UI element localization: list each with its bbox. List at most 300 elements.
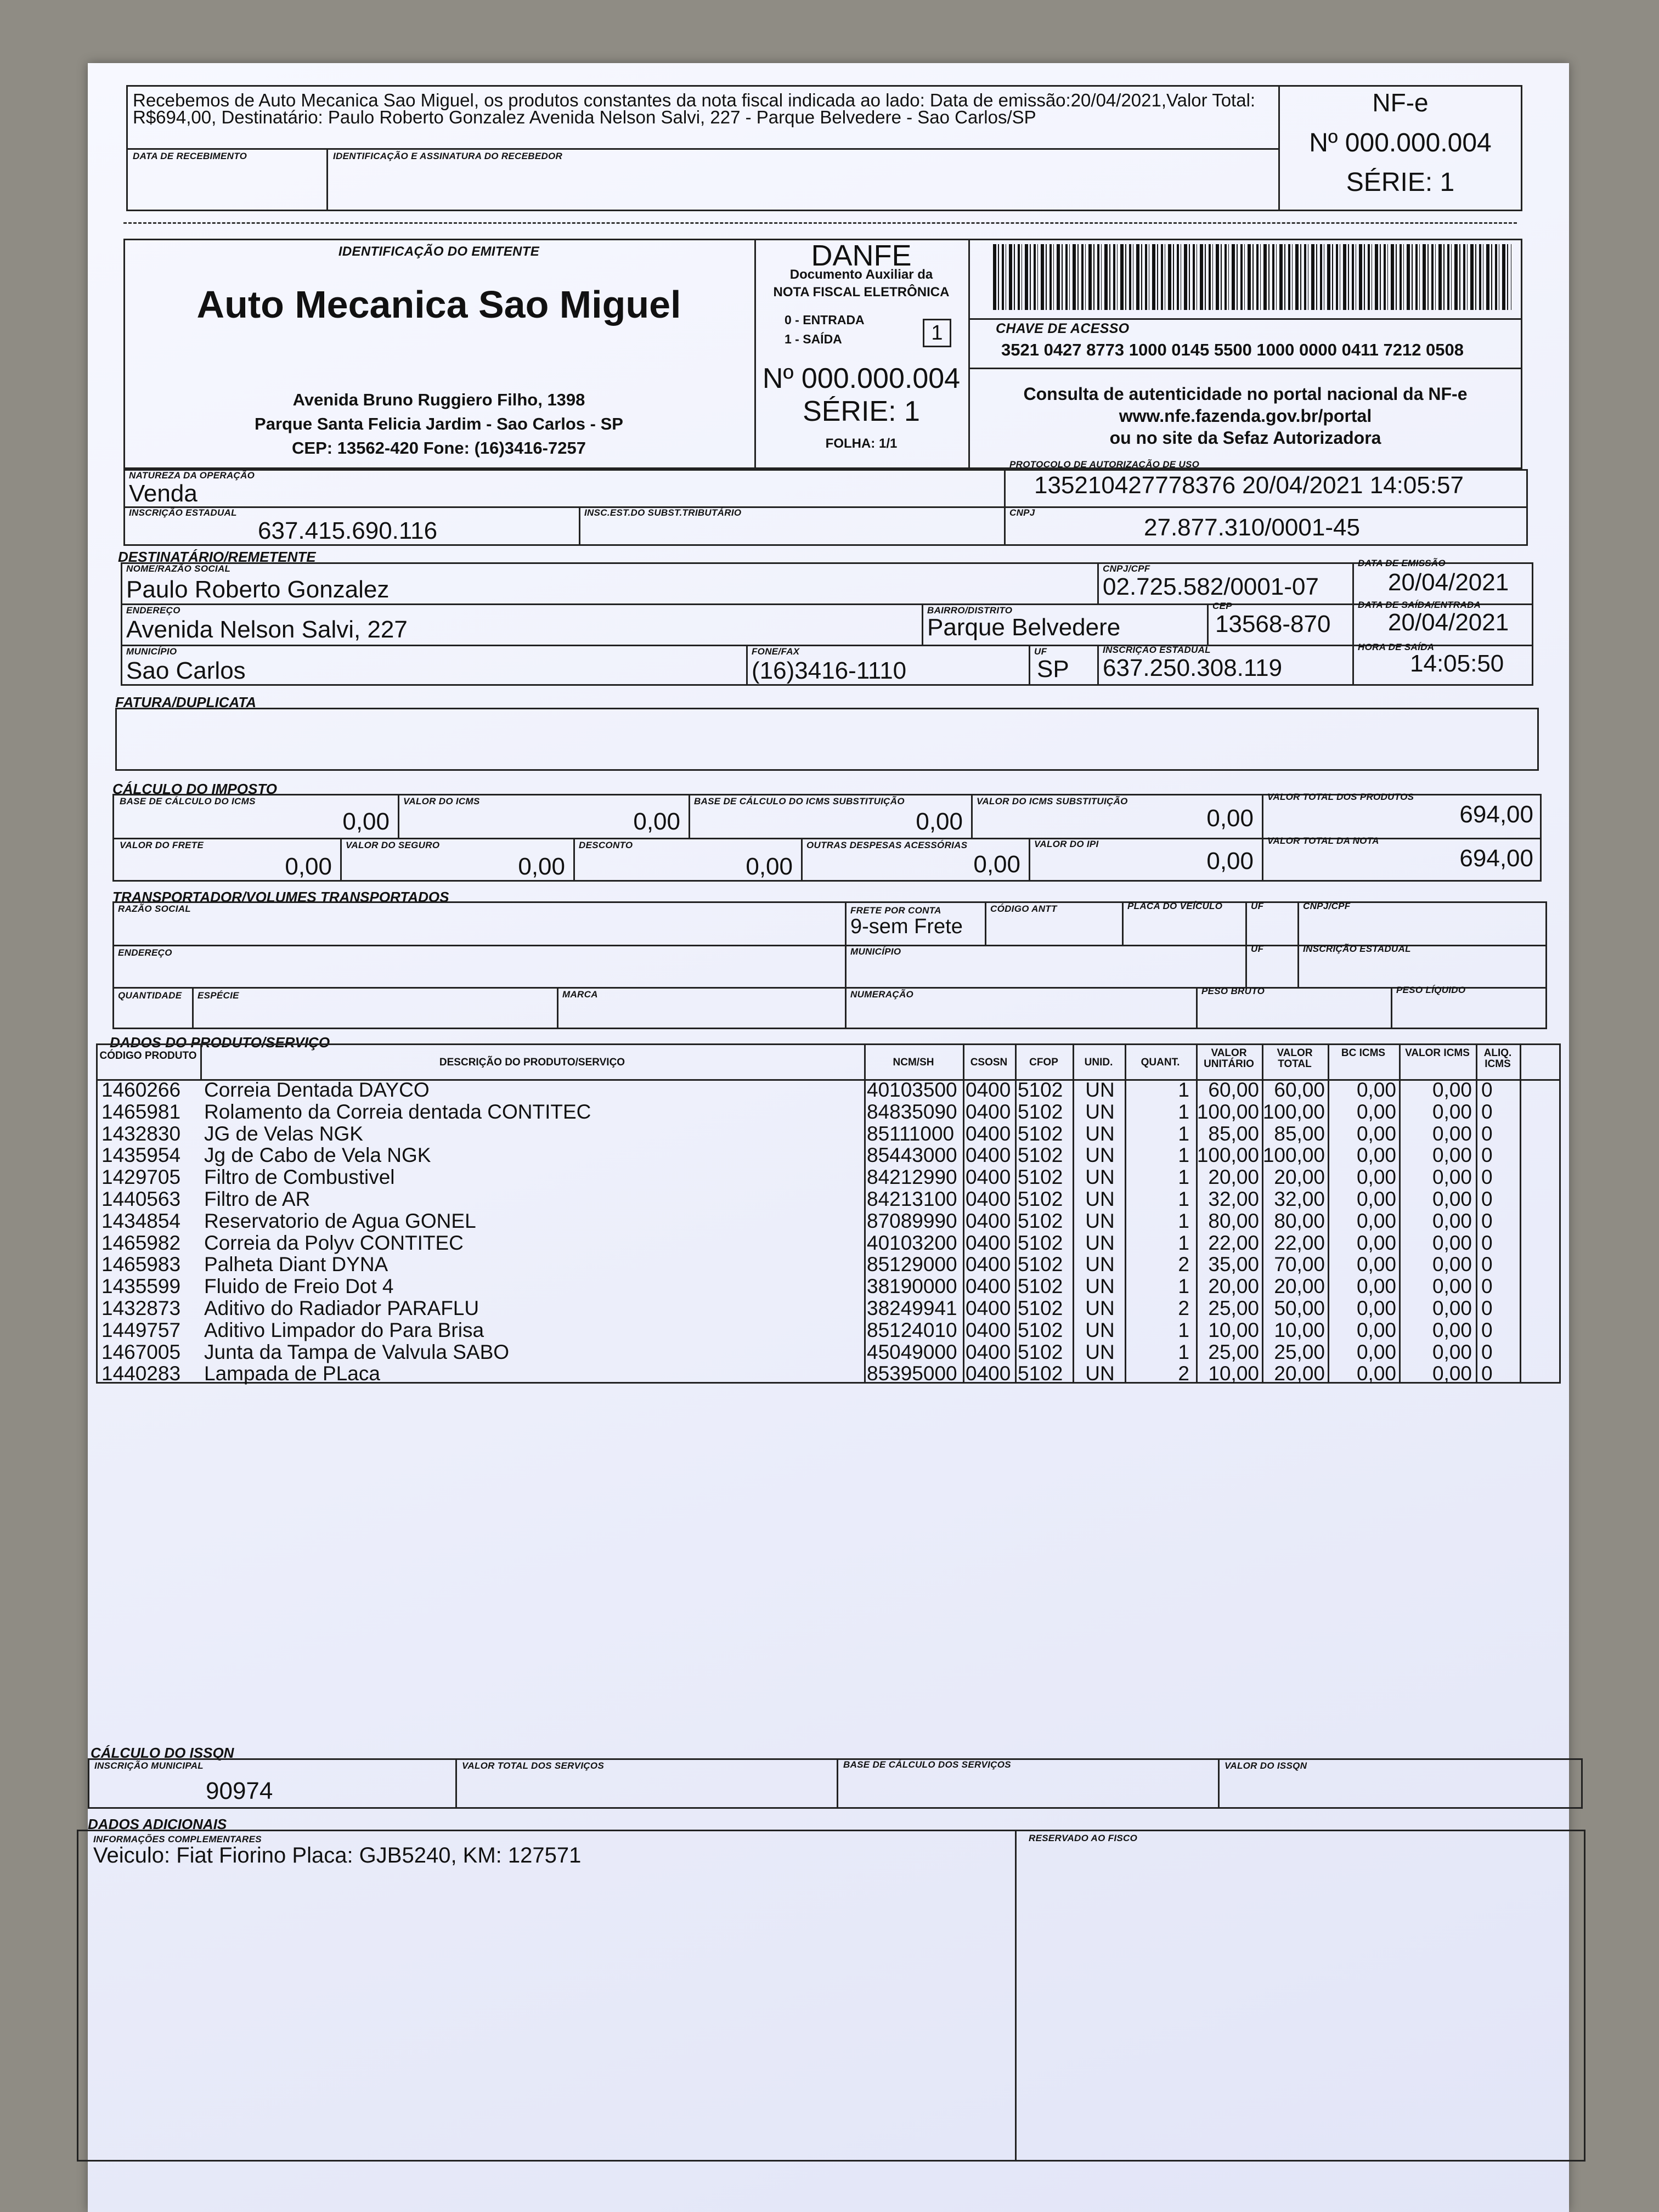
cell-vtotal: 85,00 bbox=[1274, 1122, 1325, 1145]
cell-vtotal: 70,00 bbox=[1274, 1253, 1325, 1276]
th-bcicms: BC ICMS bbox=[1341, 1047, 1386, 1059]
cell-unid: UN bbox=[1085, 1100, 1115, 1123]
cell-ncm: 84213100 bbox=[867, 1188, 957, 1210]
cell-aliq: 0 bbox=[1481, 1275, 1493, 1298]
cell-csosn: 0400 bbox=[966, 1253, 1011, 1276]
cell-descricao: Correia da Polyv CONTITEC bbox=[204, 1231, 464, 1254]
dest-uf: SP bbox=[1037, 656, 1069, 682]
cell-ncm: 87089990 bbox=[867, 1209, 957, 1232]
cell-cfop: 5102 bbox=[1018, 1253, 1063, 1276]
cell-vicms: 0,00 bbox=[1432, 1318, 1472, 1341]
cell-quant: 1 bbox=[1178, 1275, 1189, 1298]
cell-descricao: Junta da Tampa de Valvula SABO bbox=[204, 1340, 510, 1363]
cell-quant: 1 bbox=[1178, 1144, 1189, 1167]
cell-unid: UN bbox=[1085, 1297, 1115, 1319]
cell-unid: UN bbox=[1085, 1188, 1115, 1210]
cell-csosn: 0400 bbox=[966, 1340, 1011, 1363]
table-row bbox=[88, 1210, 1569, 1232]
chave-label: CHAVE DE ACESSO bbox=[996, 321, 1130, 336]
cell-vunit: 100,00 bbox=[1197, 1144, 1259, 1167]
cell-cfop: 5102 bbox=[1018, 1231, 1063, 1254]
desconto-label: DESCONTO bbox=[579, 840, 633, 850]
info-label: INFORMAÇÕES COMPLEMENTARES bbox=[93, 1834, 262, 1844]
cell-vicms: 0,00 bbox=[1432, 1253, 1472, 1276]
cell-aliq: 0 bbox=[1481, 1144, 1493, 1167]
issqn-valor-label: VALOR DO ISSQN bbox=[1224, 1760, 1307, 1771]
emitente-address-1: Avenida Bruno Ruggiero Filho, 1398 bbox=[292, 390, 585, 409]
cell-unid: UN bbox=[1085, 1253, 1115, 1276]
cell-vtotal: 10,00 bbox=[1274, 1318, 1325, 1341]
th-csosn: CSOSN bbox=[970, 1057, 1008, 1068]
dest-endereco-label: ENDEREÇO bbox=[126, 605, 180, 616]
transp-ie-label: INSCRIÇÃO ESTADUAL bbox=[1303, 944, 1411, 954]
cell-vicms: 0,00 bbox=[1432, 1122, 1472, 1145]
cell-quant: 2 bbox=[1178, 1253, 1189, 1276]
dest-cnpj-label: CNPJ/CPF bbox=[1103, 563, 1150, 574]
cell-bcicms: 0,00 bbox=[1356, 1122, 1396, 1145]
cell-cfop: 5102 bbox=[1018, 1297, 1063, 1319]
cell-ncm: 38190000 bbox=[867, 1275, 957, 1298]
cell-aliq: 0 bbox=[1481, 1079, 1493, 1101]
transp-cnpj-label: CNPJ/CPF bbox=[1303, 901, 1351, 911]
consulta-3: ou no site da Sefaz Autorizadora bbox=[1109, 428, 1381, 448]
fatura-block bbox=[115, 708, 1539, 771]
info-value: Veiculo: Fiat Fiorino Placa: GJB5240, KM: 127571 bbox=[93, 1843, 582, 1867]
transp-uf-label: UF bbox=[1251, 901, 1264, 911]
transp-numeracao-label: NUMERAÇÃO bbox=[850, 989, 914, 1000]
total-prod-label: VALOR TOTAL DOS PRODUTOS bbox=[1267, 792, 1414, 802]
cell-aliq: 0 bbox=[1481, 1253, 1493, 1276]
cell-bcicms: 0,00 bbox=[1356, 1188, 1396, 1210]
cell-quant: 2 bbox=[1178, 1362, 1189, 1385]
cell-bcicms: 0,00 bbox=[1356, 1318, 1396, 1341]
cell-cfop: 5102 bbox=[1018, 1318, 1063, 1341]
table-row bbox=[88, 1101, 1569, 1123]
cell-ncm: 85111000 bbox=[867, 1122, 955, 1145]
total-nota: 694,00 bbox=[1459, 845, 1533, 872]
cell-aliq: 0 bbox=[1481, 1318, 1493, 1341]
dest-uf-label: UF bbox=[1034, 646, 1047, 657]
cell-vicms: 0,00 bbox=[1432, 1079, 1472, 1101]
cell-vicms: 0,00 bbox=[1432, 1340, 1472, 1363]
cell-vunit: 25,00 bbox=[1208, 1340, 1259, 1363]
receipt-sign-label: IDENTIFICAÇÃO E ASSINATURA DO RECEBEDOR bbox=[333, 151, 563, 161]
dest-ie: 637.250.308.119 bbox=[1103, 654, 1283, 681]
cell-aliq: 0 bbox=[1481, 1362, 1493, 1385]
cell-vtotal: 20,00 bbox=[1274, 1362, 1325, 1385]
cell-cfop: 5102 bbox=[1018, 1188, 1063, 1210]
cell-vunit: 20,00 bbox=[1208, 1166, 1259, 1189]
cell-bcicms: 0,00 bbox=[1356, 1209, 1396, 1232]
transp-municipio-label: MUNICÍPIO bbox=[850, 946, 901, 957]
cell-quant: 1 bbox=[1178, 1122, 1189, 1145]
transp-peso-bruto-label: PESO BRUTO bbox=[1201, 986, 1265, 996]
dest-bairro-label: BAIRRO/DISTRITO bbox=[927, 605, 1013, 616]
cell-codigo: 1467005 bbox=[101, 1340, 181, 1363]
issqn-section: CÁLCULO DO ISSQN bbox=[91, 1745, 234, 1761]
cell-ncm: 85395000 bbox=[867, 1362, 957, 1385]
cell-vicms: 0,00 bbox=[1432, 1231, 1472, 1254]
dest-saida: 20/04/2021 bbox=[1388, 609, 1509, 636]
cell-vunit: 85,00 bbox=[1208, 1122, 1259, 1145]
cell-ncm: 85443000 bbox=[867, 1144, 957, 1167]
cell-aliq: 0 bbox=[1481, 1166, 1493, 1189]
cell-unid: UN bbox=[1085, 1362, 1115, 1385]
th-aliq: ALIQ. ICMS bbox=[1483, 1047, 1512, 1070]
cell-quant: 1 bbox=[1178, 1166, 1189, 1189]
th-cfop: CFOP bbox=[1029, 1057, 1058, 1068]
cell-vicms: 0,00 bbox=[1432, 1362, 1472, 1385]
consulta-1: Consulta de autenticidade no portal nacional da NF-e bbox=[1023, 384, 1468, 404]
cell-codigo: 1435599 bbox=[101, 1275, 181, 1298]
cell-cfop: 5102 bbox=[1018, 1166, 1063, 1189]
valor-icms-label: VALOR DO ICMS bbox=[403, 796, 480, 806]
cell-aliq: 0 bbox=[1481, 1122, 1493, 1145]
protocolo-label: PROTOCOLO DE AUTORIZAÇÃO DE USO bbox=[1009, 459, 1200, 470]
transp-antt-label: CÓDIGO ANTT bbox=[990, 904, 1057, 914]
barcode-icon bbox=[993, 244, 1511, 310]
cell-unid: UN bbox=[1085, 1122, 1115, 1145]
table-row bbox=[88, 1188, 1569, 1210]
cell-descricao: Rolamento da Correia dentada CONTITEC bbox=[204, 1100, 591, 1123]
frete-label: VALOR DO FRETE bbox=[120, 840, 204, 850]
transp-marca-label: MARCA bbox=[562, 989, 598, 1000]
cell-descricao: Palheta Diant DYNA bbox=[204, 1253, 388, 1276]
cell-codigo: 1449757 bbox=[101, 1318, 181, 1341]
cell-vtotal: 100,00 bbox=[1262, 1100, 1325, 1123]
dest-cep: 13568-870 bbox=[1215, 611, 1331, 637]
cell-bcicms: 0,00 bbox=[1356, 1340, 1396, 1363]
receipt-text: Recebemos de Auto Mecanica Sao Miguel, os produtos constantes da nota fiscal indicada ao lado: Data de emissão:20/04/2021,Valor Total: R$694,00, Destinatário: Paulo Roberto Gonzalez Avenida Nelson Salvi, 227 - Parque Belvedere - Sao Carlos/SP bbox=[133, 90, 1256, 127]
table-row bbox=[88, 1123, 1569, 1145]
transp-placa-label: PLACA DO VEÍCULO bbox=[1127, 901, 1223, 911]
emitente-label: IDENTIFICAÇÃO DO EMITENTE bbox=[338, 244, 540, 259]
ipi-label: VALOR DO IPI bbox=[1034, 839, 1099, 849]
cell-vicms: 0,00 bbox=[1432, 1166, 1472, 1189]
issqn-base-label: BASE DE CÁLCULO DOS SERVIÇOS bbox=[843, 1759, 1011, 1770]
cell-csosn: 0400 bbox=[966, 1275, 1011, 1298]
dest-bairro: Parque Belvedere bbox=[927, 614, 1121, 641]
issqn-vserv-label: VALOR TOTAL DOS SERVIÇOS bbox=[462, 1760, 605, 1771]
transp-endereco-label: ENDEREÇO bbox=[118, 947, 172, 958]
table-row bbox=[88, 1232, 1569, 1254]
cell-quant: 1 bbox=[1178, 1079, 1189, 1101]
adicionais-block bbox=[77, 1830, 1585, 2162]
cell-bcicms: 0,00 bbox=[1356, 1275, 1396, 1298]
emitente-address-3: CEP: 13562-420 Fone: (16)3416-7257 bbox=[292, 438, 586, 458]
danfe-serie: SÉRIE: 1 bbox=[803, 396, 920, 427]
cell-ncm: 84212990 bbox=[867, 1166, 957, 1189]
dest-fone: (16)3416-1110 bbox=[752, 657, 907, 684]
cell-descricao: Fluido de Freio Dot 4 bbox=[204, 1275, 394, 1298]
cell-quant: 1 bbox=[1178, 1318, 1189, 1341]
dest-hora: 14:05:50 bbox=[1410, 650, 1504, 677]
cell-quant: 1 bbox=[1178, 1340, 1189, 1363]
cell-csosn: 0400 bbox=[966, 1318, 1011, 1341]
danfe-title: DANFE bbox=[811, 239, 912, 272]
cell-quant: 1 bbox=[1178, 1209, 1189, 1232]
cell-cfop: 5102 bbox=[1018, 1340, 1063, 1363]
cell-vicms: 0,00 bbox=[1432, 1100, 1472, 1123]
cell-bcicms: 0,00 bbox=[1356, 1144, 1396, 1167]
cell-cfop: 5102 bbox=[1018, 1209, 1063, 1232]
ipi-value: 0,00 bbox=[1206, 848, 1254, 874]
cell-csosn: 0400 bbox=[966, 1188, 1011, 1210]
cell-csosn: 0400 bbox=[966, 1079, 1011, 1101]
dest-saida-label: DATA DE SAÍDA/ENTRADA bbox=[1358, 600, 1481, 610]
cell-bcicms: 0,00 bbox=[1356, 1362, 1396, 1385]
cell-unid: UN bbox=[1085, 1340, 1115, 1363]
cell-ncm: 40103200 bbox=[867, 1231, 957, 1254]
iest-label: INSC.EST.DO SUBST.TRIBUTÁRIO bbox=[584, 507, 742, 518]
table-row bbox=[88, 1254, 1569, 1276]
cell-codigo: 1440283 bbox=[101, 1362, 181, 1385]
cell-descricao: Filtro de AR bbox=[204, 1188, 311, 1210]
natureza-label: NATUREZA DA OPERAÇÃO bbox=[129, 470, 255, 481]
cell-codigo: 1429705 bbox=[101, 1166, 181, 1189]
seguro-value: 0,00 bbox=[518, 853, 565, 880]
cell-unid: UN bbox=[1085, 1275, 1115, 1298]
cnpj-label: CNPJ bbox=[1009, 507, 1035, 518]
cell-unid: UN bbox=[1085, 1079, 1115, 1101]
cell-codigo: 1432873 bbox=[101, 1297, 181, 1319]
protocolo-value: 135210427778376 20/04/2021 14:05:57 bbox=[1034, 472, 1464, 499]
total-nota-label: VALOR TOTAL DA NOTA bbox=[1267, 836, 1379, 846]
transporte-section: TRANSPORTADOR/VOLUMES TRANSPORTADOS bbox=[112, 889, 449, 905]
cell-vtotal: 20,00 bbox=[1274, 1166, 1325, 1189]
cell-ncm: 85129000 bbox=[867, 1253, 957, 1276]
table-row bbox=[88, 1319, 1569, 1341]
danfe-entrada: 0 - ENTRADA bbox=[785, 313, 865, 327]
cell-codigo: 1465981 bbox=[101, 1100, 181, 1123]
dest-municipio: Sao Carlos bbox=[126, 657, 246, 684]
dest-nome-label: NOME/RAZÃO SOCIAL bbox=[126, 563, 231, 574]
cell-vtotal: 60,00 bbox=[1274, 1079, 1325, 1101]
cell-ncm: 38249941 bbox=[867, 1297, 957, 1319]
cell-vtotal: 32,00 bbox=[1274, 1188, 1325, 1210]
th-vicms: VALOR ICMS bbox=[1405, 1047, 1470, 1059]
cell-bcicms: 0,00 bbox=[1356, 1079, 1396, 1101]
cell-vtotal: 100,00 bbox=[1262, 1144, 1325, 1167]
dest-cnpj: 02.725.582/0001-07 bbox=[1103, 573, 1319, 600]
cell-vunit: 22,00 bbox=[1208, 1231, 1259, 1254]
cell-vicms: 0,00 bbox=[1432, 1275, 1472, 1298]
cell-aliq: 0 bbox=[1481, 1297, 1493, 1319]
dest-cep-label: CEP bbox=[1212, 601, 1232, 611]
cell-aliq: 0 bbox=[1481, 1209, 1493, 1232]
th-ncm: NCM/SH bbox=[893, 1057, 934, 1068]
cell-cfop: 5102 bbox=[1018, 1275, 1063, 1298]
transp-peso-liq-label: PESO LÍQUIDO bbox=[1396, 985, 1466, 995]
cell-csosn: 0400 bbox=[966, 1144, 1011, 1167]
fisco-label: RESERVADO AO FISCO bbox=[1029, 1833, 1138, 1843]
cell-unid: UN bbox=[1085, 1144, 1115, 1167]
cell-vunit: 35,00 bbox=[1208, 1253, 1259, 1276]
th-quant: QUANT. bbox=[1141, 1057, 1180, 1068]
dest-emissao-label: DATA DE EMISSÃO bbox=[1358, 558, 1446, 568]
cell-vicms: 0,00 bbox=[1432, 1188, 1472, 1210]
cut-line bbox=[123, 222, 1517, 224]
base-icms: 0,00 bbox=[342, 808, 390, 835]
natureza-value: Venda bbox=[129, 480, 198, 507]
cell-aliq: 0 bbox=[1481, 1100, 1493, 1123]
cell-vunit: 60,00 bbox=[1208, 1079, 1259, 1101]
ie-value: 637.415.690.116 bbox=[258, 517, 438, 544]
seguro-label: VALOR DO SEGURO bbox=[346, 840, 440, 850]
th-vunit: VALOR UNITÁRIO bbox=[1204, 1047, 1254, 1070]
danfe-folha: FOLHA: 1/1 bbox=[825, 436, 898, 451]
dest-municipio-label: MUNICÍPIO bbox=[126, 646, 177, 657]
ie-label: INSCRIÇÃO ESTADUAL bbox=[129, 507, 237, 518]
th-vtotal: VALOR TOTAL bbox=[1277, 1047, 1313, 1070]
emitente-name: Auto Mecanica Sao Miguel bbox=[196, 283, 681, 326]
cell-cfop: 5102 bbox=[1018, 1362, 1063, 1385]
chave-value: 3521 0427 8773 1000 0145 5500 1000 0000 0411 7212 0508 bbox=[1001, 340, 1464, 359]
transp-frete-label: FRETE POR CONTA bbox=[850, 905, 941, 916]
total-prod: 694,00 bbox=[1459, 801, 1533, 828]
base-icms-label: BASE DE CÁLCULO DO ICMS bbox=[120, 796, 256, 806]
destinatario-section: DESTINATÁRIO/REMETENTE bbox=[118, 549, 316, 565]
cell-vicms: 0,00 bbox=[1432, 1297, 1472, 1319]
transporte-block bbox=[112, 901, 1547, 1029]
cell-vunit: 25,00 bbox=[1208, 1297, 1259, 1319]
cell-vunit: 10,00 bbox=[1208, 1362, 1259, 1385]
cell-bcicms: 0,00 bbox=[1356, 1231, 1396, 1254]
cell-codigo: 1435954 bbox=[101, 1144, 181, 1167]
cell-unid: UN bbox=[1085, 1209, 1115, 1232]
cell-descricao: Aditivo Limpador do Para Brisa bbox=[204, 1318, 484, 1341]
transp-razao-label: RAZÃO SOCIAL bbox=[118, 904, 191, 914]
cell-descricao: JG de Velas NGK bbox=[204, 1122, 363, 1145]
cell-codigo: 1465983 bbox=[101, 1253, 181, 1276]
th-codigo: CÓDIGO PRODUTO bbox=[99, 1050, 197, 1062]
cell-bcicms: 0,00 bbox=[1356, 1297, 1396, 1319]
cell-vunit: 32,00 bbox=[1208, 1188, 1259, 1210]
cell-csosn: 0400 bbox=[966, 1297, 1011, 1319]
cell-cfop: 5102 bbox=[1018, 1144, 1063, 1167]
cell-bcicms: 0,00 bbox=[1356, 1166, 1396, 1189]
cell-descricao: Jg de Cabo de Vela NGK bbox=[204, 1144, 431, 1167]
receipt-serie: SÉRIE: 1 bbox=[1346, 168, 1455, 197]
valor-st-label: VALOR DO ICMS SUBSTITUIÇÃO bbox=[977, 796, 1128, 806]
cell-bcicms: 0,00 bbox=[1356, 1253, 1396, 1276]
table-row bbox=[88, 1297, 1569, 1319]
cell-unid: UN bbox=[1085, 1231, 1115, 1254]
cell-csosn: 0400 bbox=[966, 1166, 1011, 1189]
danfe-sub-1: Documento Auxiliar da bbox=[789, 267, 933, 282]
th-descricao: DESCRIÇÃO DO PRODUTO/SERVIÇO bbox=[439, 1057, 625, 1068]
cell-cfop: 5102 bbox=[1018, 1122, 1063, 1145]
cell-vunit: 10,00 bbox=[1208, 1318, 1259, 1341]
cell-vicms: 0,00 bbox=[1432, 1209, 1472, 1232]
dest-endereco: Avenida Nelson Salvi, 227 bbox=[126, 616, 408, 643]
cell-descricao: Correia Dentada DAYCO bbox=[204, 1079, 430, 1101]
cell-vtotal: 50,00 bbox=[1274, 1297, 1325, 1319]
table-row bbox=[88, 1341, 1569, 1363]
frete-value: 0,00 bbox=[285, 853, 332, 880]
adicionais-section: DADOS ADICIONAIS bbox=[88, 1816, 227, 1832]
dest-fone-label: FONE/FAX bbox=[752, 646, 800, 657]
cell-codigo: 1434854 bbox=[101, 1209, 181, 1232]
danfe-tipo-box: 1 bbox=[923, 319, 951, 347]
cell-csosn: 0400 bbox=[966, 1209, 1011, 1232]
cell-vunit: 80,00 bbox=[1208, 1209, 1259, 1232]
cell-descricao: Filtro de Combustivel bbox=[204, 1166, 395, 1189]
table-row bbox=[88, 1079, 1569, 1101]
cell-codigo: 1460266 bbox=[101, 1079, 181, 1101]
cell-descricao: Reservatorio de Agua GONEL bbox=[204, 1209, 476, 1232]
fatura-section: FATURA/DUPLICATA bbox=[115, 694, 257, 710]
receipt-date-label: DATA DE RECEBIMENTO bbox=[133, 151, 247, 161]
transp-uf2-label: UF bbox=[1251, 944, 1264, 954]
issqn-im: 90974 bbox=[206, 1778, 273, 1804]
cnpj-value: 27.877.310/0001-45 bbox=[1144, 514, 1360, 541]
cell-csosn: 0400 bbox=[966, 1362, 1011, 1385]
cell-ncm: 45049000 bbox=[867, 1340, 957, 1363]
base-st-label: BASE DE CÁLCULO DO ICMS SUBSTITUIÇÃO bbox=[694, 796, 905, 806]
cell-ncm: 84835090 bbox=[867, 1100, 957, 1123]
cell-codigo: 1440563 bbox=[101, 1188, 181, 1210]
cell-cfop: 5102 bbox=[1018, 1100, 1063, 1123]
valor-st: 0,00 bbox=[1206, 805, 1254, 832]
cell-quant: 2 bbox=[1178, 1297, 1189, 1319]
cell-vtotal: 25,00 bbox=[1274, 1340, 1325, 1363]
dest-ie-label: INSCRIÇÃO ESTADUAL bbox=[1103, 645, 1211, 655]
cell-descricao: Lampada de PLaca bbox=[204, 1362, 380, 1385]
cell-bcicms: 0,00 bbox=[1356, 1100, 1396, 1123]
danfe-paper bbox=[88, 63, 1569, 2212]
cell-ncm: 85124010 bbox=[867, 1318, 957, 1341]
issqn-block bbox=[88, 1758, 1583, 1809]
receipt-nfe: NF-e bbox=[1372, 88, 1429, 117]
cell-aliq: 0 bbox=[1481, 1231, 1493, 1254]
transp-frete: 9-sem Frete bbox=[850, 915, 963, 938]
cell-codigo: 1465982 bbox=[101, 1231, 181, 1254]
receipt-number: Nº 000.000.004 bbox=[1309, 128, 1492, 157]
danfe-saida: 1 - SAÍDA bbox=[785, 332, 842, 346]
emitente-address-2: Parque Santa Felicia Jardim - Sao Carlos - SP bbox=[255, 414, 623, 433]
cell-descricao: Aditivo do Radiador PARAFLU bbox=[204, 1297, 479, 1319]
produtos-section: DADOS DO PRODUTO/SERVIÇO bbox=[110, 1034, 330, 1051]
imposto-section: CÁLCULO DO IMPOSTO bbox=[112, 781, 277, 797]
cell-quant: 1 bbox=[1178, 1100, 1189, 1123]
cell-vicms: 0,00 bbox=[1432, 1144, 1472, 1167]
cell-aliq: 0 bbox=[1481, 1340, 1493, 1363]
cell-cfop: 5102 bbox=[1018, 1079, 1063, 1101]
dest-nome: Paulo Roberto Gonzalez bbox=[126, 576, 390, 603]
issqn-im-label: INSCRIÇÃO MUNICIPAL bbox=[94, 1760, 204, 1771]
desconto-value: 0,00 bbox=[746, 853, 793, 880]
cell-unid: UN bbox=[1085, 1318, 1115, 1341]
cell-csosn: 0400 bbox=[966, 1100, 1011, 1123]
dest-emissao: 20/04/2021 bbox=[1388, 569, 1509, 596]
cell-ncm: 40103500 bbox=[867, 1079, 957, 1101]
transp-especie-label: ESPÉCIE bbox=[198, 990, 239, 1001]
cell-csosn: 0400 bbox=[966, 1231, 1011, 1254]
outras-value: 0,00 bbox=[973, 851, 1020, 878]
base-st: 0,00 bbox=[916, 808, 963, 835]
cell-vtotal: 80,00 bbox=[1274, 1209, 1325, 1232]
th-unid: UNID. bbox=[1084, 1057, 1113, 1068]
table-row bbox=[88, 1276, 1569, 1297]
cell-codigo: 1432830 bbox=[101, 1122, 181, 1145]
table-row bbox=[88, 1144, 1569, 1166]
valor-icms: 0,00 bbox=[633, 808, 680, 835]
dest-hora-label: HORA DE SAÍDA bbox=[1358, 642, 1435, 652]
cell-quant: 1 bbox=[1178, 1188, 1189, 1210]
table-row bbox=[88, 1166, 1569, 1188]
cell-aliq: 0 bbox=[1481, 1188, 1493, 1210]
